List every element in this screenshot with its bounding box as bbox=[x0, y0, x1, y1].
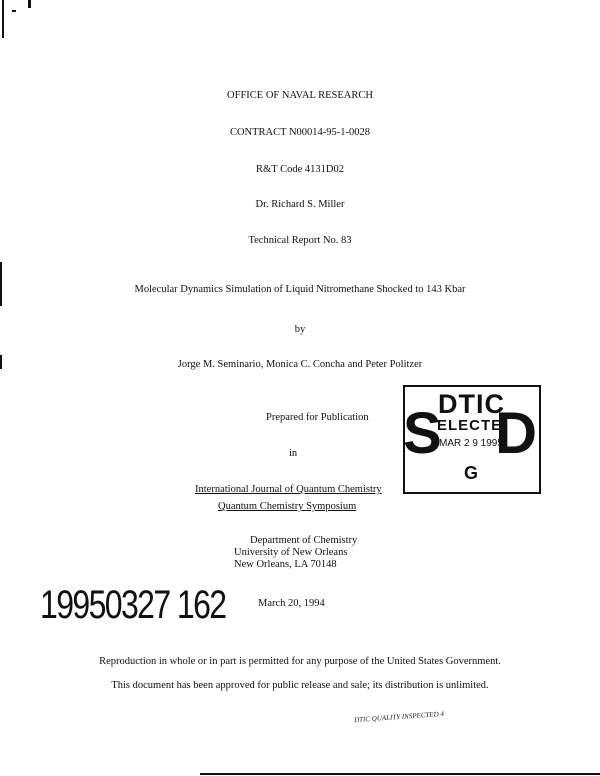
stamp-date: MAR 2 9 1995 bbox=[439, 438, 503, 449]
journal-line: International Journal of Quantum Chemistry bbox=[195, 484, 382, 495]
quality-inspected-note: DTIC QUALITY INSPECTED 4 bbox=[353, 709, 445, 725]
symposium-line: Quantum Chemistry Symposium bbox=[218, 501, 357, 512]
scan-mark bbox=[200, 773, 600, 775]
reproduction-statement: Reproduction in whole or in part is permitted for any purpose of the United States Government. bbox=[99, 656, 501, 667]
stamp-letter-s: S bbox=[403, 401, 442, 466]
stamp-grade: G bbox=[464, 463, 479, 483]
scan-mark bbox=[2, 0, 4, 38]
report-title: Molecular Dynamics Simulation of Liquid Nitromethane Shocked to 143 Kbar bbox=[134, 284, 466, 295]
report-number-line: Technical Report No. 83 bbox=[248, 235, 352, 246]
stamp-electe: ELECTE bbox=[437, 417, 503, 434]
approval-statement: This document has been approved for public release and sale; its distribution is unlimited. bbox=[111, 680, 489, 691]
in-line: in bbox=[289, 448, 298, 459]
scan-mark bbox=[28, 0, 31, 8]
by-line: by bbox=[294, 324, 306, 335]
scan-mark bbox=[12, 10, 16, 12]
investigator-line: Dr. Richard S. Miller bbox=[255, 199, 345, 210]
stamp-letter-d: D bbox=[495, 401, 537, 466]
office-line: OFFICE OF NAVAL RESEARCH bbox=[227, 90, 373, 101]
accession-number: 19950327 162 bbox=[40, 583, 226, 627]
department-line: Department of Chemistry bbox=[250, 535, 358, 546]
rt-code-line: R&T Code 4131D02 bbox=[256, 164, 344, 175]
prepared-line: Prepared for Publication bbox=[266, 412, 369, 423]
university-line: University of New Orleans bbox=[234, 547, 348, 558]
authors-line: Jorge M. Seminario, Monica C. Concha and Peter Politzer bbox=[177, 359, 423, 370]
report-date: March 20, 1994 bbox=[258, 598, 325, 609]
city-line: New Orleans, LA 70148 bbox=[234, 559, 337, 570]
contract-line: CONTRACT N00014-95-1-0028 bbox=[229, 127, 371, 138]
stamp-dtic: DTIC bbox=[438, 389, 505, 419]
dtic-stamp bbox=[403, 385, 541, 494]
